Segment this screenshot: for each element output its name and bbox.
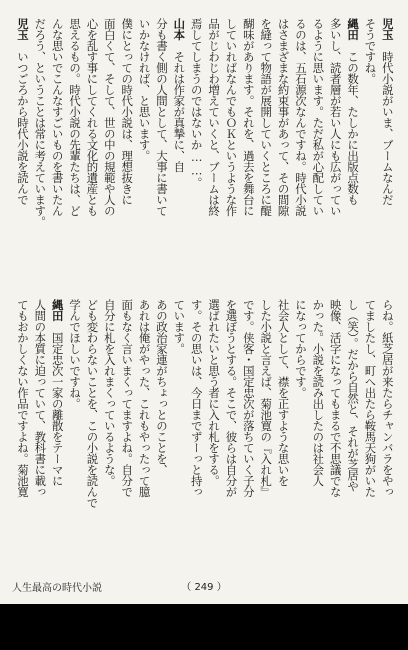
text-column — [257, 18, 274, 291]
text-column — [31, 18, 48, 291]
text-column — [344, 18, 361, 291]
text-column — [379, 299, 396, 572]
column-text: す。その思いは、今日までずーっと持っ — [189, 299, 204, 497]
column-text: し（笑）。だから自然と、それが芝居や — [346, 299, 361, 492]
column-text: そうですね。 — [363, 18, 378, 84]
text-column — [275, 299, 292, 572]
text-column — [14, 299, 31, 572]
column-text: ども変わらないことを、この小説を読んで — [85, 299, 100, 508]
text-column — [66, 18, 83, 291]
column-text: 思えるもの。時代小説の先輩たちは、ど — [68, 18, 83, 216]
text-column — [101, 299, 118, 572]
column-text: 面もなく言いまくってますよね。自分で — [120, 299, 135, 497]
text-column — [84, 299, 101, 572]
text-column — [240, 299, 257, 572]
column-text: るように思います。ただ私が心配してい — [311, 18, 326, 216]
column-text: を選ぼうとする。そこで、彼らは自分が — [224, 299, 239, 497]
text-column — [240, 18, 257, 291]
bottom-black-band — [0, 604, 408, 650]
column-text: かった。小説を読み出したのは社会人 — [311, 299, 326, 486]
text-column — [153, 299, 170, 572]
text-column — [292, 299, 309, 572]
column-text: いつごろから時代小説を読んで — [16, 51, 30, 205]
column-text: 映像、活字になってもまるで不思議でな — [328, 299, 343, 497]
speaker-name: 縄田 — [346, 18, 361, 40]
column-text: 醐味があります。それを、過去を舞台に — [241, 18, 256, 216]
text-column — [327, 299, 344, 572]
column-text: 人間の本質に迫っていて、教科書に載っ — [33, 299, 48, 497]
column-text: てましたし、町へ出たら鞍馬天狗がいた — [363, 299, 378, 497]
column-text: 学んでほしいですね。 — [68, 299, 83, 409]
text-column — [223, 299, 240, 572]
column-text: あの政治家連がちょっとのことを、 — [155, 299, 169, 475]
column-text: です。侠客・国定忠次が落ちていく子分 — [241, 299, 256, 497]
column-text: した小説と言えば、菊池寛の『入れ札』 — [259, 299, 274, 497]
column-text: あれは俺がやった、これもやったって臆 — [137, 299, 152, 497]
text-column — [292, 18, 309, 291]
column-text: 僕にとっての時代小説は、理想抜きに — [120, 18, 135, 205]
column-text: ています。 — [172, 299, 187, 354]
text-column — [309, 18, 326, 291]
text-column — [223, 18, 240, 291]
column-text: していればなんでもＯＫというような作 — [224, 18, 239, 216]
text-column — [49, 299, 66, 572]
column-text: 多いし、読者層が若い人にも広がってい — [328, 18, 343, 216]
text-column — [188, 18, 205, 291]
column-text: 分も書く側の人間として、大事に書いて — [155, 18, 169, 216]
text-column — [118, 299, 135, 572]
speaker-name: 児玉 — [380, 18, 395, 40]
text-column — [118, 18, 135, 291]
column-text: 焉してしまうのではないか……。 — [189, 18, 204, 189]
text-column — [275, 18, 292, 291]
text-column — [362, 299, 379, 572]
column-text: 自分に札を入れまくっているような。 — [102, 299, 117, 486]
speaker-name: 児玉 — [16, 18, 30, 40]
column-text: この数年、たしかに出版点数も — [346, 51, 361, 205]
text-column — [170, 299, 187, 572]
speaker-name: 縄田 — [50, 299, 65, 321]
text-column — [153, 18, 170, 291]
column-text: それは作家が真摯に、自 — [172, 51, 187, 172]
column-text: 品がじわじわ増えていくと、ブームは終 — [207, 18, 222, 216]
column-text: になってからです。 — [294, 299, 308, 398]
column-text: はさまざまな約束事があって、その間隙 — [276, 18, 291, 216]
column-text: てもおかしくない作品ですよね。菊池寛 — [16, 299, 30, 497]
text-column — [170, 18, 187, 291]
text-column — [205, 299, 222, 572]
page-number: （ 249 ） — [181, 582, 227, 593]
text-column — [14, 18, 31, 291]
text-column — [327, 18, 344, 291]
text-column — [309, 299, 326, 572]
text-column — [344, 299, 361, 572]
text-column — [31, 299, 48, 572]
text-column — [379, 18, 396, 291]
column-text: いかなければ、と思います。 — [137, 18, 152, 161]
text-column — [205, 18, 222, 291]
text-block-upper — [14, 18, 396, 291]
column-text: 心を乱す事にしてくれる文化的遺産とも — [85, 18, 100, 216]
column-text: だろう、ということは常に考えています。 — [33, 18, 48, 227]
column-text: るのは、五石源次なんですね。時代小説 — [294, 18, 308, 216]
column-text: 国定忠次一家の離散をテーマに — [50, 332, 65, 486]
column-text: を縫って物語が展開していくところに醍 — [259, 18, 274, 216]
column-text: らね。紙芝居が来たらチャンバラをやっ — [380, 299, 395, 497]
column-text: 面白くて、そして、世の中の規範や人の — [102, 18, 117, 216]
text-block-lower — [14, 299, 396, 572]
text-column — [136, 18, 153, 291]
text-column — [257, 299, 274, 572]
speaker-name: 山本 — [172, 18, 187, 40]
text-column — [84, 18, 101, 291]
column-text: んな思いでこんなすごいものを書いたん — [50, 18, 65, 216]
text-column — [66, 299, 83, 572]
text-column — [188, 299, 205, 572]
running-title: 人生最高の時代小説 — [12, 583, 102, 594]
column-text: 時代小説がいま、ブームなんだ — [380, 51, 395, 205]
text-column — [136, 299, 153, 572]
column-text: 選ばれたいと思う者に入れ札をする。 — [207, 299, 222, 486]
text-column — [362, 18, 379, 291]
column-text: 社会人として、襟を正すような思いを — [276, 299, 291, 486]
text-column — [49, 18, 66, 291]
text-column — [101, 18, 118, 291]
